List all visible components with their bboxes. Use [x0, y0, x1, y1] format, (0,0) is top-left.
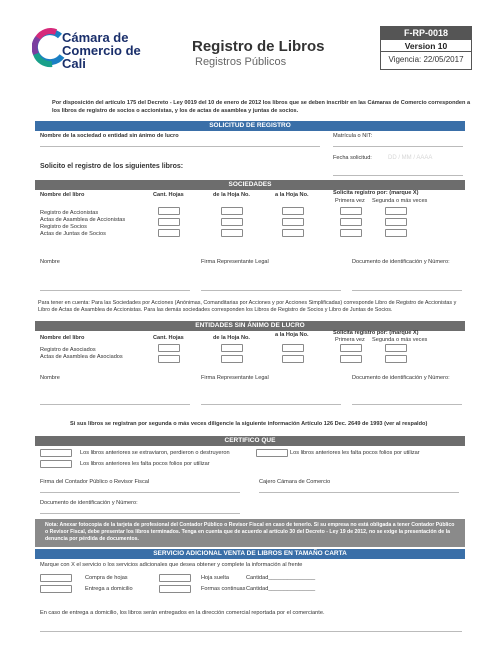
- soc-de-input[interactable]: [221, 229, 243, 237]
- esal-a-input[interactable]: [282, 355, 304, 363]
- formas-continuas-checkbox[interactable]: [159, 585, 191, 593]
- esal-firma-field[interactable]: [201, 404, 341, 405]
- nota-block: Nota: Anexar fotocopia de la tarjeta de profesional del Contador Público o Revisor Fiscal en caso de tenerlo. Si su empresa no está obligada a tener Contador Público o Revisor Fiscal, debe presentar los libros terminados. Tenga en cuenta que de acuerdo al artículo 30 del Decreto - Ley 19 de 2012, no se exige la presentación de la denuncia por pérdida de documentos.: [35, 519, 465, 547]
- esal-cant-input[interactable]: [158, 355, 180, 363]
- esal-segunda-checkbox[interactable]: [385, 355, 407, 363]
- compra-hojas-label: Compra de hojas: [85, 575, 128, 581]
- aviso-text: Para tener en cuenta: Para las Sociedades por Acciones (Anónimas, Comanditarias por Acciones y por Acciones Simplificadas) corresponde Libro de Registro de Accionistas y Libro de Actas de Asamblea de Accionistas. Para las demás sociedades corresponden los Libros de Registro de Socios y Libro de Juntas de Socios.: [38, 300, 457, 313]
- logo-ring-icon: [32, 28, 66, 68]
- esal-bar: ENTIDADES SIN ÁNIMO DE LUCRO: [35, 321, 465, 331]
- soc-a-input[interactable]: [282, 218, 304, 226]
- esal-primera-checkbox[interactable]: [340, 355, 362, 363]
- esal-col-cant: Cant. Hojas: [153, 335, 184, 341]
- soc-col-a: a la Hoja No.: [275, 192, 309, 198]
- segunda-vez-text: Si sus libros se registran por segunda o más veces diligencie la siguiente información Artículo 126 Dec. 2649 de 1993 (ver al respaldo): [70, 421, 428, 427]
- esal-primera-checkbox[interactable]: [340, 344, 362, 352]
- page-subtitle: Registros Públicos: [195, 56, 287, 68]
- esal-col-de: de la Hoja No.: [213, 335, 250, 341]
- soc-primera-checkbox[interactable]: [340, 229, 362, 237]
- esal-col-solicita: Solicita registro por: (marque X): [333, 330, 419, 336]
- cantidad-field-1[interactable]: Cantidad_______________: [246, 575, 316, 581]
- matricula-field[interactable]: [333, 146, 463, 147]
- esal-documento-label: Documento de identificación y Número:: [352, 375, 450, 381]
- soc-documento-label: Documento de identificación y Número:: [352, 259, 450, 265]
- cert-opt3-label: Los libros anteriores les falta pocos folios por utilizar: [290, 450, 420, 456]
- cantidad-field-2[interactable]: Cantidad_______________: [246, 586, 316, 592]
- soc-primera-checkbox[interactable]: [340, 207, 362, 215]
- soc-col-de: de la Hoja No.: [213, 192, 250, 198]
- soc-nombre-field[interactable]: [40, 290, 190, 291]
- soc-segunda-checkbox[interactable]: [385, 218, 407, 226]
- servicio-footer: En caso de entrega a domicilio, los libros serán entregados en la dirección comercial reportada por el comerciante.: [40, 610, 325, 616]
- logo-text: [62, 31, 141, 70]
- esal-a-input[interactable]: [282, 344, 304, 352]
- soc-cant-input[interactable]: [158, 207, 180, 215]
- soc-cant-input[interactable]: [158, 229, 180, 237]
- hoja-suelta-checkbox[interactable]: [159, 574, 191, 582]
- compra-hojas-checkbox[interactable]: [40, 574, 72, 582]
- matricula-label: Matrícula o NIT:: [333, 133, 373, 139]
- cert-opt2-label: Los libros anteriores les falta pocos folios por utilizar: [80, 461, 210, 467]
- footer-line: [40, 631, 462, 632]
- logo-line-2: Comercio de: [62, 43, 141, 58]
- fecha-underline: [333, 175, 463, 176]
- solicitud-bar: SOLICITUD DE REGISTRO: [35, 121, 465, 131]
- soc-libro-1: Registro de Accionistas: [40, 210, 99, 216]
- nombre-sociedad-field[interactable]: [40, 146, 320, 147]
- esal-libro-1: Registro de Asociados: [40, 347, 96, 353]
- soc-libro-4: Actas de Juntas de Socios: [40, 231, 106, 237]
- soc-firma-field[interactable]: [201, 290, 341, 291]
- soc-col-solicita: Solicita registro por: (marque X): [333, 190, 419, 196]
- cert-opt3-checkbox[interactable]: [256, 449, 288, 457]
- servicio-instr: Marque con X el servicio o los servicios adicionales que desea obtener y complete la información al frente: [40, 562, 303, 568]
- cert-extraviaron-checkbox[interactable]: [40, 449, 72, 457]
- cajero-field[interactable]: [259, 492, 459, 493]
- esal-de-input[interactable]: [221, 355, 243, 363]
- logo-line-1: Cámara de: [62, 30, 129, 45]
- soc-a-input[interactable]: [282, 229, 304, 237]
- soc-firma-label: Firma Representante Legal: [201, 259, 269, 265]
- esal-col-nombre: Nombre del libro: [40, 335, 85, 341]
- esal-cant-input[interactable]: [158, 344, 180, 352]
- soc-documento-field[interactable]: [352, 290, 462, 291]
- form-code-box: [380, 26, 472, 70]
- solicito-text: Solicito el registro de los siguientes libros:: [40, 163, 184, 170]
- page-title: Registro de Libros: [192, 38, 325, 55]
- soc-segunda-checkbox[interactable]: [385, 229, 407, 237]
- firma-contador-label: Firma del Contador Público o Revisor Fiscal: [40, 479, 150, 485]
- soc-col-nombre: Nombre del libro: [40, 192, 85, 198]
- cajero-label: Cajero Cámara de Comercio: [259, 479, 331, 485]
- soc-cant-input[interactable]: [158, 218, 180, 226]
- nombre-sociedad-label: Nombre de la sociedad o entidad sin ánimo de lucro: [40, 133, 179, 139]
- esal-libro-2: Actas de Asamblea de Asociados: [40, 354, 123, 360]
- soc-libro-3: Registro de Socios: [40, 224, 87, 230]
- esal-nombre-field[interactable]: [40, 404, 190, 405]
- sociedades-bar: SOCIEDADES: [35, 180, 465, 190]
- soc-col-segunda: Segunda o más veces: [372, 198, 428, 204]
- firma-contador-field[interactable]: [40, 492, 240, 493]
- soc-segunda-checkbox[interactable]: [385, 207, 407, 215]
- esal-firma-label: Firma Representante Legal: [201, 375, 269, 381]
- cert-opt1-label: Los libros anteriores se extraviaron, perdieron o destruyeron: [80, 450, 230, 456]
- logo-line-3: Cali: [62, 56, 86, 71]
- certifico-bar: CERTIFICO QUE: [35, 436, 465, 446]
- cert-pocos-folios-checkbox[interactable]: [40, 460, 72, 468]
- cert-documento-field[interactable]: [40, 513, 240, 514]
- form-version: Version 10: [381, 40, 471, 52]
- fecha-field[interactable]: DD / MM / AAAA: [388, 155, 433, 161]
- fecha-label: Fecha solicitud:: [333, 155, 372, 161]
- soc-a-input[interactable]: [282, 207, 304, 215]
- esal-documento-field[interactable]: [352, 404, 462, 405]
- soc-nombre-label: Nombre: [40, 259, 60, 265]
- esal-nombre-label: Nombre: [40, 375, 60, 381]
- entrega-domicilio-label: Entrega a domicilio: [85, 586, 133, 592]
- formas-continuas-label: Formas continuas: [201, 586, 246, 592]
- entrega-domicilio-checkbox[interactable]: [40, 585, 72, 593]
- hoja-suelta-label: Hoja suelta: [201, 575, 229, 581]
- esal-col-primera: Primera vez: [335, 337, 365, 343]
- esal-col-a: a la Hoja No.: [275, 332, 309, 338]
- soc-de-input[interactable]: [221, 218, 243, 226]
- servicio-bar: SERVICIO ADICIONAL VENTA DE LIBROS EN TAMAÑO CARTA: [35, 549, 465, 559]
- form-vigencia: Vigencia: 22/05/2017: [388, 55, 464, 64]
- soc-libro-2: Actas de Asamblea de Accionistas: [40, 217, 126, 223]
- soc-de-input[interactable]: [221, 207, 243, 215]
- esal-de-input[interactable]: [221, 344, 243, 352]
- intro-text: Por disposición del artículo 175 del Decreto - Ley 0019 del 10 de enero de 2012 los libros que se deben inscribir en las Cámaras de Comercio corresponden a los libros de registro de socios o accionistas, y los de actas de asamblea y juntas de socios.: [52, 100, 471, 114]
- soc-col-cant: Cant. Hojas: [153, 192, 184, 198]
- esal-col-segunda: Segunda o más veces: [372, 337, 428, 343]
- soc-col-primera: Primera vez: [335, 198, 365, 204]
- soc-primera-checkbox[interactable]: [340, 218, 362, 226]
- cert-documento-label: Documento de identificación y Número:: [40, 500, 138, 506]
- esal-segunda-checkbox[interactable]: [385, 344, 407, 352]
- form-code: F-RP-0018: [381, 27, 471, 40]
